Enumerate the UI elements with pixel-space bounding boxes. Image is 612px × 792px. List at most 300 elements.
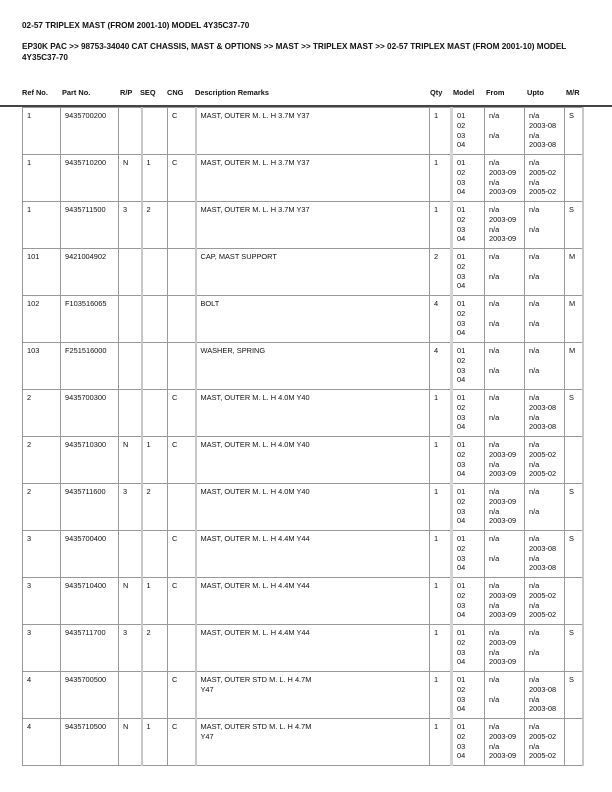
upto-line: n/a [529, 694, 540, 704]
seq-cell [142, 108, 168, 155]
from-line: n/a [489, 224, 500, 234]
cng-cell [168, 202, 196, 249]
from-cell [485, 625, 525, 672]
from-line: n/a [489, 741, 500, 751]
upto-line: 2003-08 [529, 543, 557, 553]
table-row[interactable] [23, 578, 583, 625]
mr-cell: S [565, 390, 583, 437]
upto-cell [525, 531, 565, 578]
ref-no-cell: 1 [23, 202, 61, 249]
upto-line: n/a [529, 440, 540, 449]
from-line: 2003-09 [489, 516, 517, 526]
from-cell [485, 578, 525, 625]
upto-line: n/a [529, 600, 540, 610]
ref-no-cell: 1 [23, 108, 61, 155]
upto-cell [525, 625, 565, 672]
model-line: 02 [457, 637, 466, 647]
description-line: BOLT [200, 299, 220, 308]
part-no-cell: F251516000 [61, 343, 119, 390]
from-line [489, 422, 521, 432]
from-line: 2003-09 [489, 637, 517, 647]
model-cell [452, 343, 485, 390]
from-line [489, 685, 521, 695]
description-line: MAST, OUTER M. L. H 4.4M Y44 [200, 581, 310, 590]
from-cell [485, 155, 525, 202]
mr-cell: S [565, 202, 583, 249]
upto-line: 2003-08 [529, 140, 557, 150]
model-line: 02 [457, 590, 466, 600]
ref-no-cell: 102 [23, 296, 61, 343]
part-no-cell: 9421004902 [61, 249, 119, 296]
upto-line [529, 497, 561, 507]
model-line: 04 [457, 516, 466, 526]
description-cell [196, 155, 430, 202]
header-ref-no: Ref No. [22, 88, 48, 97]
from-line: n/a [489, 111, 500, 120]
upto-line: 2005-02 [529, 187, 557, 197]
seq-cell [142, 343, 168, 390]
model-line: 03 [457, 694, 466, 704]
model-line: 03 [457, 412, 466, 422]
from-line: 2003-09 [489, 496, 517, 506]
from-line: n/a [489, 346, 500, 355]
ref-no-cell: 1 [23, 155, 61, 202]
upto-cell [525, 719, 565, 766]
upto-line: 2005-02 [529, 469, 557, 479]
model-cell [452, 531, 485, 578]
description-line: WASHER, SPRING [200, 346, 266, 355]
qty-cell: 1 [430, 484, 452, 531]
upto-line [529, 215, 561, 225]
from-line [489, 140, 521, 150]
qty-cell: 1 [430, 390, 452, 437]
from-line [489, 356, 521, 366]
cng-cell [168, 484, 196, 531]
description-cell [196, 343, 430, 390]
description-line: MAST, OUTER M. L. H 4.4M Y44 [200, 628, 310, 637]
header-qty: Qty [430, 88, 443, 97]
description-cell [196, 672, 430, 719]
upto-line: n/a [529, 252, 540, 261]
seq-cell [142, 249, 168, 296]
description-line: MAST, OUTER M. L. H 3.7M Y37 [200, 205, 310, 214]
model-line: 01 [457, 487, 466, 496]
from-line: 2003-09 [489, 187, 517, 197]
model-line: 02 [457, 543, 466, 553]
upto-line [529, 328, 561, 338]
upto-line: n/a [529, 177, 540, 187]
from-line: n/a [489, 459, 500, 469]
model-cell [452, 108, 485, 155]
from-line: 2003-09 [489, 751, 517, 761]
rp-cell: N [119, 437, 142, 484]
from-line [489, 403, 521, 413]
header-description: Description Remarks [195, 88, 269, 97]
upto-cell [525, 437, 565, 484]
ref-no-cell: 2 [23, 437, 61, 484]
from-line: n/a [489, 299, 500, 308]
seq-cell [142, 672, 168, 719]
qty-cell: 1 [430, 578, 452, 625]
model-line: 01 [457, 628, 466, 637]
mr-cell: S [565, 108, 583, 155]
upto-line: n/a [529, 553, 540, 563]
rp-cell [119, 296, 142, 343]
mr-cell [565, 719, 583, 766]
from-line: n/a [489, 506, 500, 516]
model-line: 04 [457, 469, 466, 479]
table-row[interactable] [23, 249, 583, 296]
seq-cell: 1 [142, 437, 168, 484]
seq-cell: 1 [142, 155, 168, 202]
description-line: MAST, OUTER STD M. L. H 4.7M [200, 675, 312, 684]
model-line: 01 [457, 111, 466, 120]
table-row[interactable] [23, 296, 583, 343]
from-cell [485, 249, 525, 296]
from-cell [485, 437, 525, 484]
from-line: 2003-09 [489, 610, 517, 620]
ref-no-cell: 4 [23, 672, 61, 719]
seq-cell: 2 [142, 625, 168, 672]
cng-cell [168, 249, 196, 296]
upto-cell [525, 484, 565, 531]
upto-line [529, 375, 561, 385]
mr-cell [565, 155, 583, 202]
description-line: Y47 [200, 731, 214, 741]
model-line: 02 [457, 684, 466, 694]
model-line: 02 [457, 496, 466, 506]
part-no-cell: 9435700300 [61, 390, 119, 437]
from-line: n/a [489, 675, 500, 684]
header-seq: SEQ [140, 88, 156, 97]
table-row[interactable] [23, 531, 583, 578]
qty-cell: 1 [430, 155, 452, 202]
model-line: 04 [457, 234, 466, 244]
model-line: 02 [457, 261, 466, 271]
from-line: 2003-09 [489, 167, 517, 177]
description-line: CAP, MAST SUPPORT [200, 252, 277, 261]
description-line: MAST, OUTER STD M. L. H 4.7M [200, 722, 312, 731]
from-cell [485, 484, 525, 531]
part-no-cell: 9435710400 [61, 578, 119, 625]
model-line: 03 [457, 224, 466, 234]
upto-line: n/a [529, 365, 540, 375]
description-cell [196, 625, 430, 672]
upto-line: 2005-02 [529, 751, 557, 761]
model-line: 04 [457, 657, 466, 667]
part-no-cell: 9435711600 [61, 484, 119, 531]
table-row[interactable] [23, 108, 583, 155]
table-row[interactable] [23, 202, 583, 249]
mr-cell: M [565, 343, 583, 390]
upto-line: n/a [529, 647, 540, 657]
header-part-no: Part No. [62, 88, 91, 97]
description-cell [196, 296, 430, 343]
upto-cell [525, 108, 565, 155]
upto-line: 2003-08 [529, 704, 557, 714]
page-title: 02-57 TRIPLEX MAST (FROM 2001-10) MODEL 4Y35C37-70 [22, 21, 250, 30]
model-line: 04 [457, 610, 466, 620]
qty-cell: 2 [430, 249, 452, 296]
rp-cell: N [119, 719, 142, 766]
upto-line: n/a [529, 111, 540, 120]
table-row[interactable] [23, 672, 583, 719]
ref-no-cell: 103 [23, 343, 61, 390]
mr-cell: S [565, 484, 583, 531]
description-cell [196, 108, 430, 155]
from-line: 2003-09 [489, 469, 517, 479]
model-cell [452, 155, 485, 202]
model-line: 01 [457, 534, 466, 543]
table-row[interactable] [23, 719, 583, 766]
mr-cell [565, 578, 583, 625]
qty-cell: 1 [430, 531, 452, 578]
from-line: n/a [489, 412, 500, 422]
mr-cell: S [565, 531, 583, 578]
upto-line [529, 234, 561, 244]
upto-line: n/a [529, 459, 540, 469]
model-line: 02 [457, 308, 466, 318]
from-line [489, 121, 521, 131]
rp-cell: 3 [119, 625, 142, 672]
breadcrumb: EP30K PAC >> 98753-34040 CAT CHASSIS, MAST & OPTIONS >> MAST >> TRIPLEX MAST >> 02-57 TRIPLEX MAST (FROM 2001-10) MODEL 4Y35C37-70 [22, 42, 567, 62]
from-cell [485, 531, 525, 578]
model-line: 01 [457, 722, 466, 731]
upto-line: n/a [529, 271, 540, 281]
rp-cell [119, 249, 142, 296]
upto-line: n/a [529, 224, 540, 234]
from-line: n/a [489, 694, 500, 704]
from-line [489, 375, 521, 385]
description-line: MAST, OUTER M. L. H 4.0M Y40 [200, 487, 310, 496]
mr-cell: S [565, 672, 583, 719]
upto-line [529, 262, 561, 272]
description-cell [196, 719, 430, 766]
upto-line: 2005-02 [529, 167, 557, 177]
cng-cell: C [168, 672, 196, 719]
model-line: 04 [457, 563, 466, 573]
upto-line: n/a [529, 534, 540, 543]
from-line: n/a [489, 205, 500, 214]
from-line: n/a [489, 722, 500, 731]
upto-cell [525, 390, 565, 437]
upto-line: n/a [529, 299, 540, 308]
upto-line [529, 281, 561, 291]
model-cell [452, 249, 485, 296]
header-model: Model [453, 88, 475, 97]
from-cell [485, 108, 525, 155]
upto-line [529, 309, 561, 319]
mr-cell: S [565, 625, 583, 672]
from-line: n/a [489, 393, 500, 402]
mr-cell: M [565, 249, 583, 296]
model-line: 03 [457, 600, 466, 610]
from-line: n/a [489, 130, 500, 140]
upto-line: n/a [529, 487, 540, 496]
model-line: 03 [457, 177, 466, 187]
from-line: n/a [489, 318, 500, 328]
upto-line: n/a [529, 741, 540, 751]
model-cell [452, 296, 485, 343]
cng-cell [168, 296, 196, 343]
upto-line: n/a [529, 346, 540, 355]
part-no-cell: 9435700500 [61, 672, 119, 719]
rp-cell [119, 531, 142, 578]
model-line: 02 [457, 731, 466, 741]
ref-no-cell: 2 [23, 484, 61, 531]
table-row[interactable] [23, 343, 583, 390]
upto-line [529, 638, 561, 648]
from-line: n/a [489, 177, 500, 187]
from-cell [485, 202, 525, 249]
model-cell [452, 578, 485, 625]
qty-cell: 4 [430, 343, 452, 390]
from-line [489, 544, 521, 554]
part-no-cell: 9435700400 [61, 531, 119, 578]
from-line [489, 328, 521, 338]
rp-cell: N [119, 155, 142, 202]
table-row[interactable] [23, 437, 583, 484]
table-row[interactable] [23, 155, 583, 202]
cng-cell: C [168, 719, 196, 766]
model-line: 01 [457, 393, 466, 402]
upto-line: n/a [529, 158, 540, 167]
model-cell [452, 390, 485, 437]
model-line: 01 [457, 205, 466, 214]
description-cell [196, 202, 430, 249]
upto-line: n/a [529, 581, 540, 590]
upto-line: n/a [529, 675, 540, 684]
model-line: 04 [457, 751, 466, 761]
model-line: 02 [457, 355, 466, 365]
upto-line: n/a [529, 722, 540, 731]
model-line: 02 [457, 167, 466, 177]
ref-no-cell: 2 [23, 390, 61, 437]
upto-line: 2003-08 [529, 402, 557, 412]
from-line: n/a [489, 628, 500, 637]
qty-cell: 1 [430, 625, 452, 672]
upto-cell [525, 155, 565, 202]
qty-cell: 1 [430, 719, 452, 766]
model-line: 01 [457, 581, 466, 590]
seq-cell [142, 390, 168, 437]
upto-line [529, 657, 561, 667]
model-cell [452, 202, 485, 249]
upto-line: 2003-08 [529, 563, 557, 573]
from-line: n/a [489, 487, 500, 496]
model-cell [452, 625, 485, 672]
qty-cell: 1 [430, 437, 452, 484]
model-line: 01 [457, 299, 466, 308]
from-line [489, 563, 521, 573]
from-line: n/a [489, 534, 500, 543]
from-cell [485, 390, 525, 437]
upto-line: 2005-02 [529, 590, 557, 600]
upto-line: n/a [529, 412, 540, 422]
cng-cell: C [168, 155, 196, 202]
upto-line: 2005-02 [529, 449, 557, 459]
upto-cell [525, 249, 565, 296]
parts-table [22, 107, 584, 766]
description-line: MAST, OUTER M. L. H 3.7M Y37 [200, 111, 310, 120]
description-cell [196, 390, 430, 437]
cng-cell: C [168, 578, 196, 625]
ref-no-cell: 4 [23, 719, 61, 766]
part-no-cell: 9435710300 [61, 437, 119, 484]
table-header [0, 88, 612, 98]
qty-cell: 1 [430, 672, 452, 719]
header-from: From [486, 88, 505, 97]
table-row[interactable] [23, 390, 583, 437]
from-line: 2003-09 [489, 234, 517, 244]
model-line: 01 [457, 252, 466, 261]
upto-line: 2005-02 [529, 731, 557, 741]
cng-cell [168, 625, 196, 672]
rp-cell: N [119, 578, 142, 625]
model-line: 03 [457, 130, 466, 140]
table-row[interactable] [23, 625, 583, 672]
upto-line [529, 516, 561, 526]
qty-cell: 1 [430, 202, 452, 249]
from-line: n/a [489, 581, 500, 590]
model-line: 02 [457, 449, 466, 459]
part-no-cell: 9435711700 [61, 625, 119, 672]
description-line: MAST, OUTER M. L. H 4.4M Y44 [200, 534, 310, 543]
model-line: 01 [457, 440, 466, 449]
ref-no-cell: 3 [23, 578, 61, 625]
model-line: 02 [457, 402, 466, 412]
from-cell [485, 719, 525, 766]
from-cell [485, 343, 525, 390]
upto-cell [525, 578, 565, 625]
model-line: 01 [457, 346, 466, 355]
upto-line: n/a [529, 205, 540, 214]
from-line: n/a [489, 553, 500, 563]
from-line: n/a [489, 365, 500, 375]
from-line: n/a [489, 647, 500, 657]
model-line: 03 [457, 741, 466, 751]
from-line: n/a [489, 440, 500, 449]
part-no-cell: 9435711500 [61, 202, 119, 249]
table-row[interactable] [23, 484, 583, 531]
upto-line: 2005-02 [529, 610, 557, 620]
header-rp: R/P [120, 88, 133, 97]
header-upto: Upto [527, 88, 544, 97]
model-cell [452, 484, 485, 531]
from-line [489, 262, 521, 272]
seq-cell [142, 296, 168, 343]
rp-cell: 3 [119, 484, 142, 531]
part-no-cell: F103516065 [61, 296, 119, 343]
model-line: 04 [457, 281, 466, 291]
model-line: 01 [457, 158, 466, 167]
from-cell [485, 296, 525, 343]
description-line: Y47 [200, 684, 214, 694]
qty-cell: 4 [430, 296, 452, 343]
model-line: 03 [457, 506, 466, 516]
part-no-cell: 9435710500 [61, 719, 119, 766]
model-cell [452, 719, 485, 766]
from-line: n/a [489, 252, 500, 261]
upto-line: n/a [529, 506, 540, 516]
description-cell [196, 578, 430, 625]
header-mr: M/R [566, 88, 580, 97]
description-cell [196, 249, 430, 296]
upto-line [529, 356, 561, 366]
seq-cell: 1 [142, 719, 168, 766]
model-line: 03 [457, 459, 466, 469]
ref-no-cell: 3 [23, 625, 61, 672]
